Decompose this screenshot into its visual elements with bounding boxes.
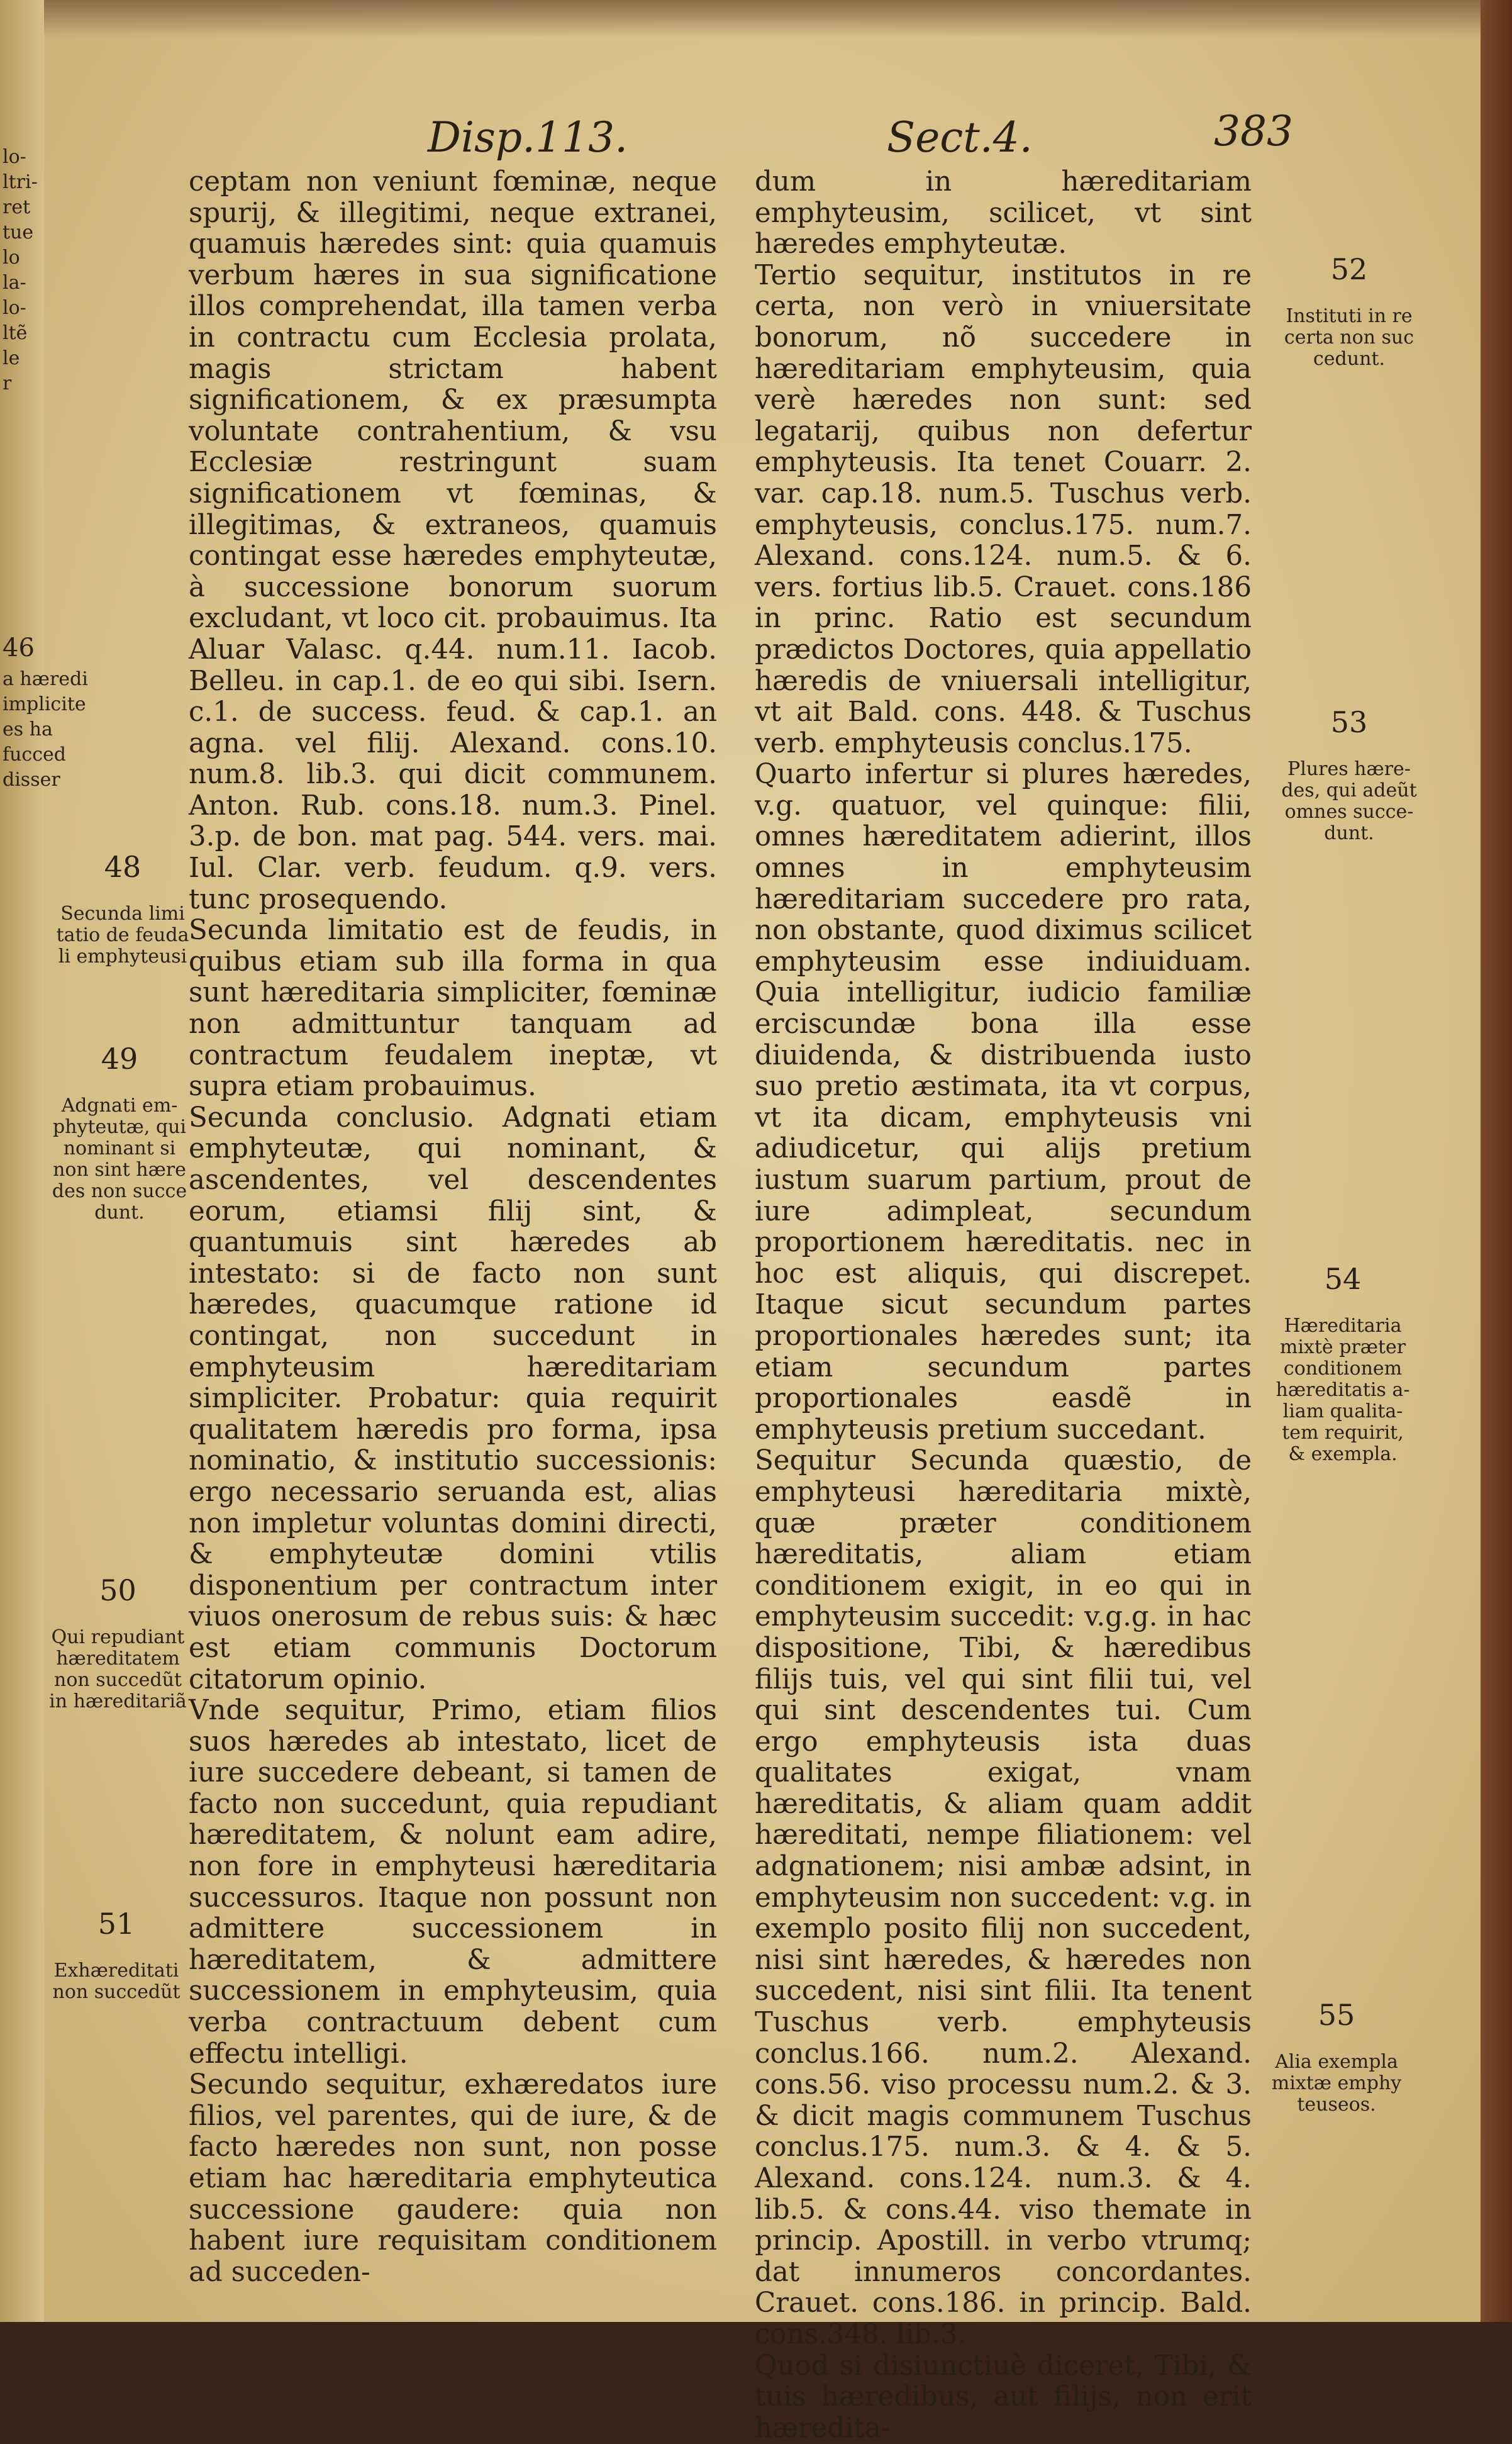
margin-note-text: Qui repudiant hæreditatem non succedũt in hæreditariã: [49, 1626, 187, 1712]
margin-note-48: [50, 830, 195, 968]
page-number: 383: [1214, 107, 1293, 155]
margin-note-text: Instituti in re certa non suc cedunt.: [1284, 305, 1415, 370]
margin-note-number: 52: [1330, 252, 1368, 286]
margin-note-51: [41, 1887, 192, 2003]
running-head-section: Sect.4.: [887, 113, 1033, 162]
margin-note-number: 50: [99, 1573, 136, 1607]
margin-note-53: [1277, 686, 1421, 844]
cut-margin-text-top: lo- ltri- ret tue lo la- lo- ltẽ le r: [3, 146, 38, 394]
margin-note-49: [44, 1022, 195, 1224]
margin-note-number: 48: [104, 850, 142, 884]
margin-note-55: [1252, 1978, 1421, 2116]
text-column-right: dum in hæreditariam emphyteusim, scilicet, vt sint hæredes emphyteutæ. Tertio sequitur, institutos in re certa, non verò in vniuersitate bonorum, nõ succedere in hæreditariam emphyteusim, quia verè hæredes non sunt: sed legatarij, quibus non defertur emphyteusis. Ita tenet Couarr. 2. var. cap.18. num.5. Tuschus verb. emphyteusis, conclus.175. num.7. Alexand. cons.124. num.5. & 6. vers. fortius lib.5. Crauet. cons.186 in princ. Ratio est secundum prædictos Doctores, quia appellatio hæredis de vniuersali intelligitur, vt ait Bald. cons. 448. & Tuschus verb. emphyteusis conclus.175. Quarto infertur si plures hæredes, v.g. quatuor, vel quinque: filii, omnes hæreditatem adierint, illos omnes in emphyteusim hæreditariam succedere pro rata, non obstante, quod diximus scilicet emphyteusim esse indiuiduam. Quia intelligitur, iudicio familiæ erciscundæ bona illa esse diuidenda, & distribuenda iusto suo pretio æstimata, ita vt corpus, vt ita dicam, emphyteusis vni adiudicetur, qui alijs pretium iustum suarum partium, prout de iure adimpleat, secundum proportionem hæreditatis. nec in hoc est aliquis, qui discrepet. Itaque sicut secundum partes proportionales hæredes sunt; ita etiam secundum partes proportionales easdẽ in emphyteusis pretium succedant. Sequitur Secunda quæstio, de emphyteusi hæreditaria mixtè, quæ præter conditionem hæreditatis, aliam etiam conditionem exigit, in eo qui in emphyteusim succedit: v.g.g. in hac dispositione, Tibi, & hæredibus filijs tuis, vel qui sint filii tui, vel qui sint descendentes tui. Cum ergo emphyteusis ista duas qualitates exigat, vnam hæreditatis, & aliam quam addit hæreditati, nempe filiationem: vel adgnationem; nisi ambæ adsint, in emphyteusim non succedent: v.g. in exemplo posito filij non succedent, nisi sint hæredes, & hæredes non succedent, nisi sint filii. Ita tenent Tuschus verb. emphyteusis conclus.166. num.2. Alexand. cons.56. viso processu num.2. & 3. & dicit magis communem Tuschus conclus.175. num.3. & 4. & 5. Alexand. cons.124. num.3. & 4. lib.5. & cons.44. viso themate in princip. Apostill. in verbo vtrumq; dat innumeros concordantes. Crauet. cons.186. in princip. Bald. cons.348. lib.3. Quod si disiunctiuè diceret, Tibi, & tuis hæredibus, aut filijs, non erit hæredita-: [755, 166, 1252, 2444]
margin-note-52: [1277, 233, 1421, 370]
margin-note-text: Hæreditaria mixtè præter conditionem hæreditatis a- liam qualita- tem requirit, & exempla.: [1276, 1315, 1410, 1465]
margin-note-number: 53: [1330, 705, 1368, 739]
margin-note-number: 51: [97, 1907, 135, 1941]
margin-note-50: [41, 1554, 195, 1712]
margin-note-number: 55: [1318, 1998, 1355, 2032]
margin-note-text: Alia exempla mixtæ emphy teuseos.: [1271, 2051, 1402, 2116]
margin-note-54: [1264, 1242, 1421, 1465]
cut-margin-number: 46: [3, 633, 35, 662]
margin-note-number: 49: [101, 1042, 138, 1076]
book-cover-edge: [1481, 0, 1512, 2322]
margin-note-text: Exhæreditati non succedũt: [52, 1960, 181, 2003]
margin-note-number: 54: [1324, 1262, 1362, 1296]
text-column-left: ceptam non veniunt fœminæ, neque spurij, & illegitimi, neque extranei, quamuis hæredes sint: quia quamuis verbum hæres in sua significatione illos comprehendat, illa tamen verba in contractu cum Ecclesia prolata, magis strictam habent significationem, & ex præsumpta voluntate contrahentium, & vsu Ecclesiæ restringunt suam significationem vt fœminas, & illegitimas, & extraneos, quamuis contingat esse hæredes emphyteutæ, à successione bonorum suorum excludant, vt loco cit. probauimus. Ita Aluar Valasc. q.44. num.11. Iacob. Belleu. in cap.1. de eo qui sibi. Isern. c.1. de success. feud. & cap.1. an agna. vel filij. Alexand. cons.10. num.8. lib.3. qui dicit communem. Anton. Rub. cons.18. num.3. Pinel. 3.p. de bon. mat pag. 544. vers. mai. Iul. Clar. verb. feudum. q.9. vers. tunc prosequendo. Secunda limitatio est de feudis, in quibus etiam sub illa forma in qua sunt hæreditaria simpliciter, fœminæ non admittuntur tanquam ad contractum feudalem ineptæ, vt supra etiam probauimus. Secunda conclusio. Adgnati etiam emphyteutæ, qui nominant, & ascendentes, vel descendentes eorum, etiamsi filij sint, & quantumuis sint hæredes ab intestato: si de facto non sunt hæredes, quacumque ratione id contingat, non succedunt in emphyteusim hæreditariam simpliciter. Probatur: quia requirit qualitatem hæredis pro forma, ipsa nominatio, & institutio successionis: ergo necessario seruanda est, alias non impletur voluntas domini directi, & emphyteutæ domini vtilis disponentium per contractum inter viuos onerosum de rebus suis: & hæc est etiam communis Doctorum citatorum opinio. Vnde sequitur, Primo, etiam filios suos hæredes ab intestato, licet de iure succedere debeant, si tamen de facto non succedunt, quia repudiant hæreditatem, & nolunt eam adire, non fore in emphyteusi hæreditaria successuros. Itaque non possunt non admittere successionem in hæreditatem, & admittere successionem in emphyteusim, quia verba contractuum debent cum effectu intelligi. Secundo sequitur, exhæredatos iure filios, vel parentes, qui de iure, & de facto hæredes non sunt, non posse etiam hac hæreditaria emphyteutica successione gaudere: quia non habent iure requisitam conditionem ad succeden-: [189, 166, 717, 2288]
cut-margin-text-lower: a hæredi implicite es ha fucced disser: [3, 668, 88, 791]
running-head-disputation: Disp.113.: [428, 113, 628, 162]
page-top-shadow: [0, 0, 1512, 38]
margin-note-text: Adgnati em- phyteutæ, qui nominant si non sint hære des non succe dunt.: [52, 1095, 187, 1224]
margin-note-text: Plures hære- des, qui adeũt omnes succe- dunt.: [1281, 758, 1417, 844]
margin-note-text: Secunda limi tatio de feuda li emphyteusi: [56, 903, 189, 968]
